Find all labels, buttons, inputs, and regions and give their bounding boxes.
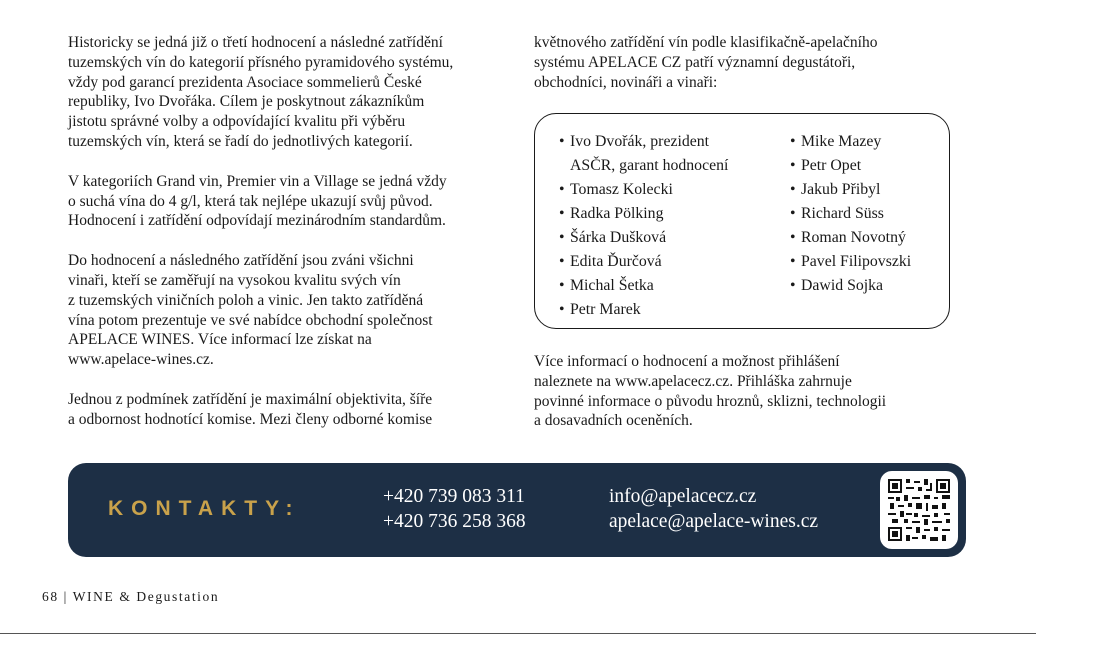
paragraph-categories: V kategoriích Grand vin, Premier vin a Village se jedná vždy o suchá vína do 4 g/l, která tak nejlépe ukazují svůj původ. Hodnocení i zatřídění odpovídají mezinárodním standardům. xyxy=(68,172,447,230)
phone-link[interactable]: +420 736 258 368 xyxy=(383,511,526,532)
judge-item: • Tomasz Kolecki xyxy=(559,178,769,202)
judge-item: • Petr Marek xyxy=(559,298,769,322)
judge-item: • Mike Mazey xyxy=(790,130,950,154)
phone-numbers xyxy=(383,484,526,534)
qr-code-graphic xyxy=(888,479,950,541)
judge-item: • Richard Süss xyxy=(790,202,950,226)
page-footer: 68 | WINE & Degustation xyxy=(42,589,220,604)
judge-item: • Pavel Filipovszki xyxy=(790,250,950,274)
paragraph-judges-intro: květnového zatřídění vín podle klasifikačně-apelačního systému APELACE CZ patří významní degustátoři, obchodníci, novináři a vinaři: xyxy=(534,34,878,91)
paragraph-history: Historicky se jedná již o třetí hodnocení a následné zatřídění tuzemských vín do kategorií přísného pyramidového systému, vždy pod garancí prezidenta Asociace sommelierů České republiky, Ivo Dvořáka. Cílem je poskytnout zákazníkům jistotu správné volby a odpovídající kvalitu při výběru tuzemských vín, která se řadí do jednotlivých kategorií. xyxy=(68,34,454,150)
judge-item: • Ivo Dvořák, prezident ASČR, garant hodnocení xyxy=(559,130,769,178)
qr-code-icon[interactable] xyxy=(880,471,958,549)
judges-box xyxy=(534,113,950,329)
judge-item: • Petr Opet xyxy=(790,154,950,178)
judges-list-right xyxy=(790,130,950,298)
contacts-heading: KONTAKTY: xyxy=(108,497,301,520)
judge-item: • Roman Novotný xyxy=(790,226,950,250)
email-link[interactable]: info@apelacecz.cz xyxy=(609,486,757,507)
email-addresses xyxy=(609,484,818,534)
paragraph-more-info: Více informací o hodnocení a možnost přihlášení naleznete na www.apelacecz.cz. Přihláška zahrnuje povinné informace o původu hroznů, sklizni, technologii a dosavadních oceněních. xyxy=(534,353,887,430)
paragraph-invitation: Do hodnocení a následného zatřídění jsou zváni všichni vinaři, kteří se zaměřují na vysokou kvalitu svých vín z tuzemských viničních poloh a vinic. Jen takto zatříděná vína potom prezentuje ve své nabídce obchodní společnost APELACE WINES. Více informací lze získat na www.apelace-wines.cz. xyxy=(68,252,433,369)
judges-list-left xyxy=(559,130,769,322)
judge-item: • Radka Pölking xyxy=(559,202,769,226)
footer-divider xyxy=(0,633,1036,634)
judge-item: • Michal Šetka xyxy=(559,274,769,298)
phone-link[interactable]: +420 739 083 311 xyxy=(383,486,525,507)
paragraph-objectivity: Jednou z podmínek zatřídění je maximální objektivita, šíře a odbornost hodnotící komise. Mezi členy odborné komise xyxy=(68,390,433,428)
judge-item: • Jakub Přibyl xyxy=(790,178,950,202)
judge-item: • Dawid Sojka xyxy=(790,274,950,298)
contact-band xyxy=(68,463,966,557)
email-link[interactable]: apelace@apelace-wines.cz xyxy=(609,511,819,532)
right-column xyxy=(534,33,954,112)
judge-item: • Šárka Dušková xyxy=(559,226,769,250)
judge-item: • Edita Ďurčová xyxy=(559,250,769,274)
left-column xyxy=(68,33,508,450)
